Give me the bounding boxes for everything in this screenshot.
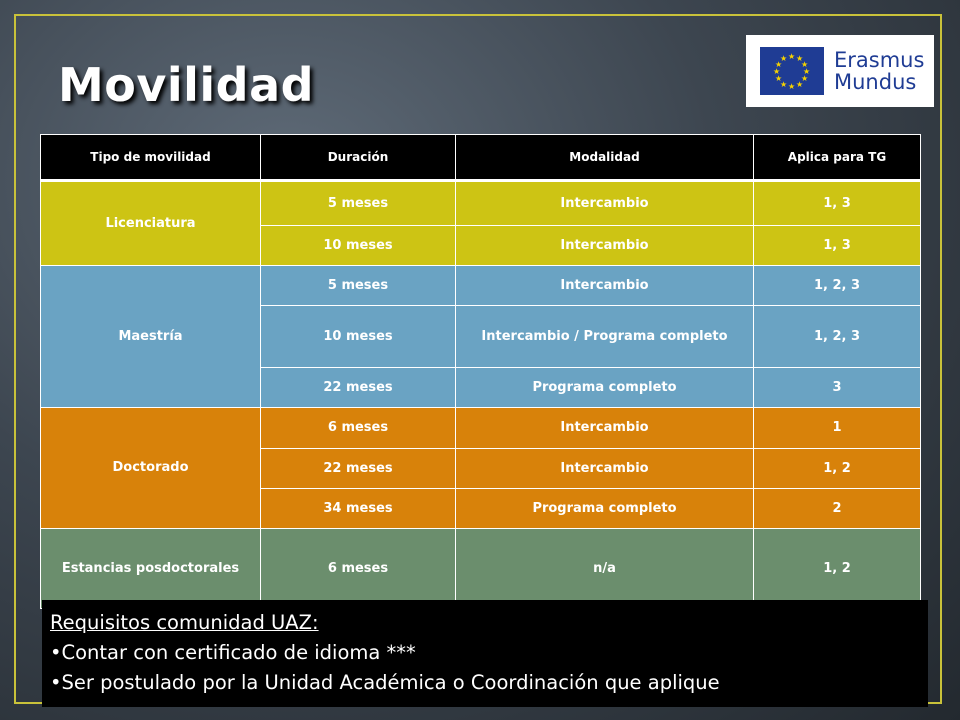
tg-cell: 3 <box>754 368 921 408</box>
table-row <box>41 529 921 609</box>
tg-cell: 1, 2, 3 <box>754 266 921 306</box>
header-tg: Aplica para TG <box>754 135 921 181</box>
table-row <box>41 181 921 226</box>
logo-line-2: Mundus <box>834 70 917 94</box>
eu-flag-icon: ★ ★ ★ ★ ★ ★ ★ ★ ★ ★ ★ ★ <box>760 47 824 95</box>
tipo-cell: Licenciatura <box>41 181 261 266</box>
erasmus-mundus-logo <box>746 35 934 107</box>
modalidad-cell: Intercambio <box>456 266 754 306</box>
modalidad-cell: Programa completo <box>456 368 754 408</box>
duracion-cell: 5 meses <box>261 266 456 306</box>
tg-cell: 1, 2 <box>754 529 921 609</box>
header-duracion: Duración <box>261 135 456 181</box>
modalidad-cell: Programa completo <box>456 489 754 529</box>
duracion-cell: 10 meses <box>261 226 456 266</box>
duracion-cell: 34 meses <box>261 489 456 529</box>
modalidad-cell: Intercambio <box>456 181 754 226</box>
mobility-table <box>40 134 921 609</box>
header-modalidad: Modalidad <box>456 135 754 181</box>
tg-cell: 1, 2 <box>754 449 921 489</box>
modalidad-cell: Intercambio <box>456 449 754 489</box>
tipo-cell: Maestría <box>41 266 261 408</box>
tg-cell: 1 <box>754 408 921 449</box>
header-tipo: Tipo de movilidad <box>41 135 261 181</box>
duracion-cell: 6 meses <box>261 408 456 449</box>
tipo-cell: Doctorado <box>41 408 261 529</box>
tg-cell: 1, 3 <box>754 181 921 226</box>
tg-cell: 2 <box>754 489 921 529</box>
modalidad-cell: Intercambio <box>456 408 754 449</box>
duracion-cell: 6 meses <box>261 529 456 609</box>
requirements-heading: Requisitos comunidad UAZ: <box>50 611 319 634</box>
page-title: Movilidad <box>58 58 315 112</box>
logo-line-1: Erasmus <box>834 48 925 72</box>
duracion-cell: 22 meses <box>261 368 456 408</box>
logo-text <box>834 49 924 93</box>
requirement-item: •Ser postulado por la Unidad Académica o Coordinación que aplique <box>50 671 720 694</box>
duracion-cell: 22 meses <box>261 449 456 489</box>
requirements-box <box>42 600 928 707</box>
table-row <box>41 408 921 449</box>
duracion-cell: 5 meses <box>261 181 456 226</box>
duracion-cell: 10 meses <box>261 306 456 368</box>
modalidad-cell: n/a <box>456 529 754 609</box>
modalidad-cell: Intercambio <box>456 226 754 266</box>
tg-cell: 1, 3 <box>754 226 921 266</box>
tg-cell: 1, 2, 3 <box>754 306 921 368</box>
table-row <box>41 266 921 306</box>
requirement-item: •Contar con certificado de idioma *** <box>50 641 416 664</box>
modalidad-cell: Intercambio / Programa completo <box>456 306 754 368</box>
tipo-cell: Estancias posdoctorales <box>41 529 261 609</box>
table-header-row <box>41 135 921 181</box>
